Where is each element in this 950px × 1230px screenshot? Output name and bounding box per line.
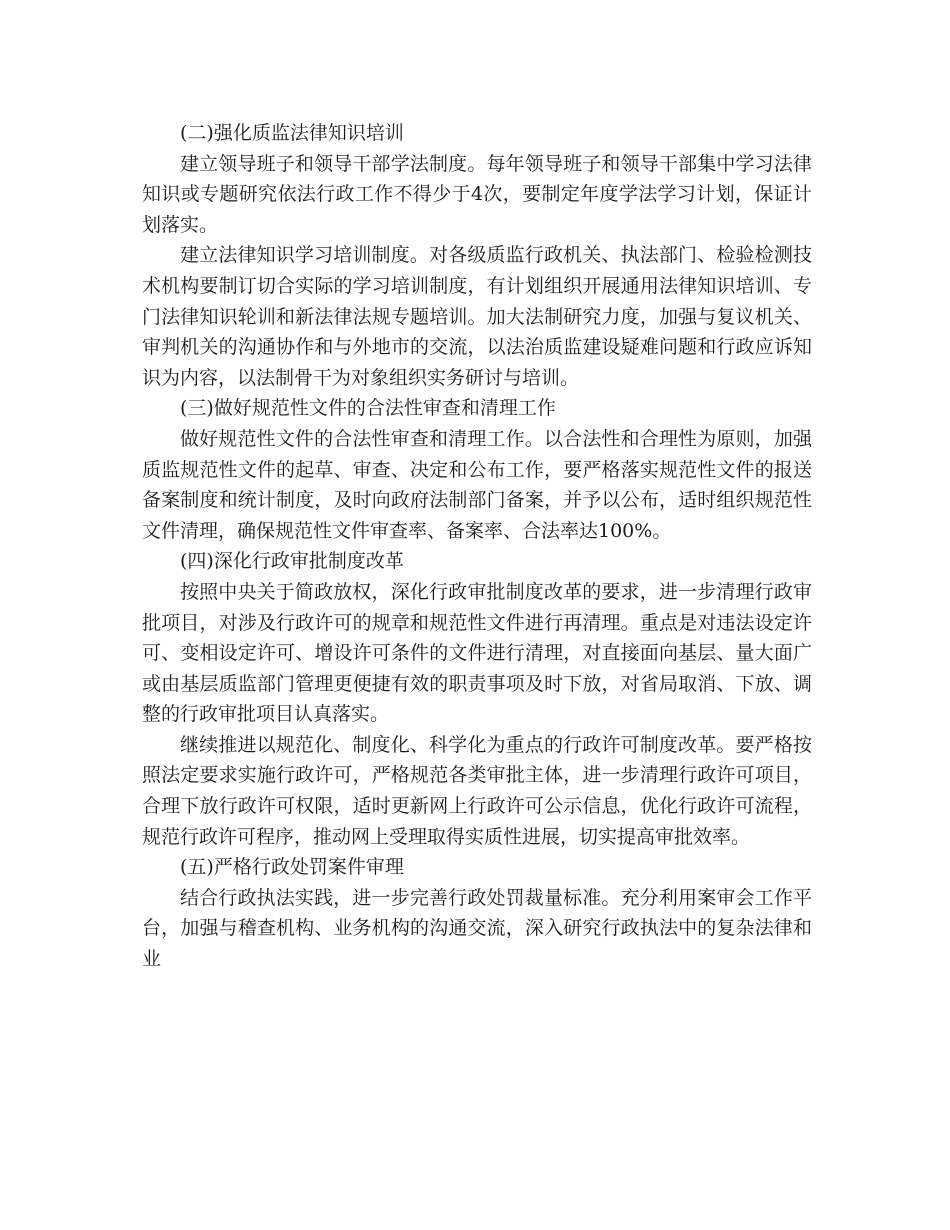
paragraph-licensing-reform: 继续推进以规范化、制度化、科学化为重点的行政许可制度改革。要严格按照法定要求实施行政许可，严格规范各类审批主体，进一步清理行政许可项目，合理下放行政许可权限，适时更新网上行政许可公示信息，优化行政许可流程，规范行政许可程序，推动网上受理取得实质性进展，切实提高审批效率。 xyxy=(142,733,812,848)
document-body xyxy=(142,118,812,975)
section-heading-2: (二)强化质监法律知识培训 xyxy=(180,122,404,144)
paragraph-normative-documents: 做好规范性文件的合法性审查和清理工作。以合法性和合理性为原则，加强质监规范性文件的起草、审查、决定和公布工作，要严格落实规范性文件的报送备案制度和统计制度，及时向政府法制部门备案，并予以公布，适时组织规范性文件清理，确保规范性文件审查率、备案率、合法率达100%。 xyxy=(142,427,812,542)
section-heading-4: (四)深化行政审批制度改革 xyxy=(180,550,404,573)
section-heading-3: (三)做好规范性文件的合法性审查和清理工作 xyxy=(180,397,556,420)
paragraph-training-system: 建立法律知识学习培训制度。对各级质监行政机关、执法部门、检验检测技术机构要制订切合实际的学习培训制度，有计划组织开展通用法律知识培训、专门法律知识轮训和新法律法规专题培训。加大法制研究力度，加强与复议机关、审判机关的沟通协作和与外地市的交流，以法治质监建设疑难问题和行政应诉知识为内容，以法制骨干为对象组织实务研讨与培训。 xyxy=(142,244,812,389)
paragraph-penalty-review: 结合行政执法实践，进一步完善行政处罚裁量标准。充分利用案审会工作平台，加强与稽查机构、业务机构的沟通交流，深入研究行政执法中的复杂法律和业 xyxy=(142,886,812,971)
paragraph-approval-reform: 按照中央关于简政放权，深化行政审批制度改革的要求，进一步清理行政审批项目，对涉及行政许可的规章和规范性文件进行再清理。重点是对违法设定许可、变相设定许可、增设许可条件的文件进行清理，对直接面向基层、量大面广或由基层质监部门管理更便捷有效的职责事项及时下放，对省局取消、下放、调整的行政审批项目认真落实。 xyxy=(142,580,812,726)
section-heading-5: (五)严格行政处罚案件审理 xyxy=(180,856,404,879)
paragraph-study-system: 建立领导班子和领导干部学法制度。每年领导班子和领导干部集中学习法律知识或专题研究依法行政工作不得少于4次，要制定年度学法学习计划，保证计划落实。 xyxy=(142,152,812,236)
